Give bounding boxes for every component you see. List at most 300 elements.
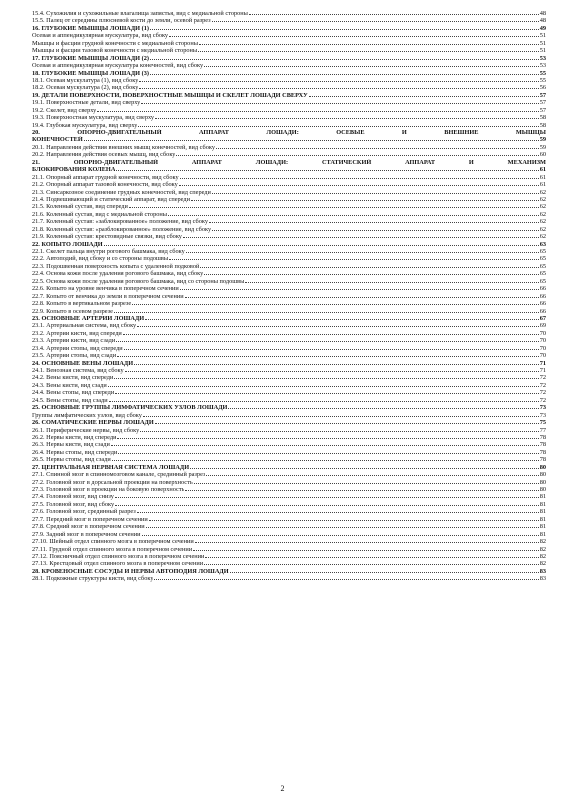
toc-entry-title: 24.5. Вены стопы, вид сзади [32,396,108,404]
toc-entry[interactable] [32,233,546,240]
dot-leader [116,341,538,342]
dot-leader [245,282,538,283]
toc-entry[interactable] [32,278,546,285]
toc-entry[interactable] [32,17,546,24]
toc-page-number: 51 [539,47,546,55]
toc-page-number: 80 [539,486,546,493]
toc-page-number: 62 [539,195,546,203]
toc-entry[interactable] [32,263,546,270]
toc-entry-title: 21.1. Опорный аппарат грудной конечности, вид сбоку [32,173,179,181]
dot-leader [195,542,539,543]
dot-leader [124,349,539,350]
toc-page-number: 62 [539,233,546,241]
toc-entry-title: 22.4. Основа кожи после удаления рогового башмака, вид сбоку [32,270,204,278]
toc-section-heading[interactable] [32,166,546,173]
toc-page-number: 57 [539,99,546,107]
dot-leader [145,319,539,320]
dot-leader [154,579,538,580]
toc-page-number: 75 [539,419,546,427]
toc-page-number: 65 [539,255,546,263]
dot-leader [142,535,539,536]
toc-section-heading[interactable] [32,568,546,575]
toc-page-number: 66 [539,300,546,308]
toc-entry-title: 23.2. Артерии кисти, вид спереди [32,329,122,337]
toc-page-number: 48 [539,17,546,25]
toc-page-number: 48 [539,10,546,17]
page-number: 2 [280,784,285,793]
toc-page-number: 57 [539,91,546,99]
toc-entry[interactable] [32,144,546,151]
toc-section-heading[interactable] [32,55,546,62]
toc-entry-title: 27.10. Шейный отдел спинного мозга в поперечном сечении [32,538,194,546]
dot-leader [212,230,539,231]
dot-leader [186,252,539,253]
toc-entry[interactable] [32,449,546,456]
dot-leader [108,386,539,387]
dot-leader [180,178,539,179]
toc-entry-title: 21.6. Коленный сустав, вид с медиальной стороны [32,210,167,218]
dot-leader [155,118,539,119]
toc-entry[interactable] [32,531,546,538]
toc-entry[interactable] [32,553,546,560]
toc-section-heading[interactable] [32,315,546,322]
toc-entry[interactable] [32,285,546,292]
toc-page-number: 55 [539,69,546,77]
toc-entry-title: 22.7. Копыто от венчика до земли в поперечном сечении [32,292,184,300]
dot-leader [137,326,539,327]
toc-page-number: 61 [539,166,546,174]
toc-entry[interactable] [32,300,546,307]
toc-page-number: 81 [539,515,546,523]
toc-page-number: 61 [539,173,546,181]
toc-page-number: 55 [539,76,546,84]
toc-section-heading[interactable] [32,404,546,411]
toc-entry-title: 27.11. Грудной отдел спинного мозга в поперечном сечении [32,545,193,553]
toc-entry[interactable] [32,308,546,315]
toc-section-heading[interactable] [32,70,546,77]
dot-leader [117,438,538,439]
toc-entry-title: 28. КРОВЕНОСНЫЕ СОСУДЫ И НЕРВЫ АВТОПОДИЯ ЛОШАДИ [32,567,229,575]
toc-entry-title: Осевая и аппендикулярная мускулатура, вид сбоку [32,32,169,40]
toc-entry[interactable] [32,479,546,486]
toc-entry-title: 27. ЦЕНТРАЛЬНАЯ НЕРВНАЯ СИСТЕМА ЛОШАДИ [32,463,190,471]
toc-entry-title: 22.8. Копыто в вертикальном разрезе [32,300,132,308]
toc-entry[interactable] [32,196,546,203]
toc-heading-line: 20. ОПОРНО-ДВИГАТЕЛЬНЫЙ АППАРАТ ЛОШАДИ: ОСЕВЫЕ И ВНЕШНИЕ МЫШЦЫ [32,129,546,136]
toc-page-number: 51 [539,32,546,40]
toc-page-number: 83 [539,575,546,583]
toc-entry-title: 24.3. Вены кисти, вид сзади [32,381,107,389]
toc-page-number: 82 [539,538,546,546]
toc-page-number: 62 [539,203,546,211]
dot-leader [109,401,539,402]
toc-entry-title: 28.1. Подкожные структуры кисти, вид сбоку [32,575,154,583]
toc-page-number: 71 [539,359,546,367]
dot-leader [212,193,539,194]
toc-entry[interactable] [32,151,546,158]
toc-entry[interactable] [32,575,546,582]
toc-entry[interactable] [32,218,546,225]
toc-page-number: 70 [539,344,546,352]
toc-page-number: 70 [539,329,546,337]
toc-entry-title: 21.5. Коленный сустав, вид спереди [32,203,128,211]
toc-entry-title: 21.2. Опорный аппарат тазовой конечности, вид сбоку [32,181,178,189]
toc-page-number: 70 [539,352,546,360]
toc-entry[interactable] [32,412,546,419]
dot-leader [183,237,539,238]
toc-page-number: 81 [539,508,546,516]
toc-page-number: 60 [539,151,546,159]
toc-page-number: 71 [539,367,546,374]
toc-entry[interactable] [32,427,546,434]
toc-page-number: 81 [539,493,546,501]
toc-entry[interactable] [32,322,546,329]
dot-leader [193,550,539,551]
dot-leader [150,59,539,60]
dot-leader [205,557,538,558]
toc-entry-title: 23. ОСНОВНЫЕ АРТЕРИИ ЛОШАДИ [32,314,145,322]
dot-leader [185,297,539,298]
toc-page-number: 82 [539,560,546,568]
dot-leader [116,170,538,171]
toc-entry-title: 26. СОМАТИЧЕСКИЕ НЕРВЫ ЛОШАДИ [32,419,154,427]
toc-entry[interactable] [32,270,546,277]
dot-leader [114,312,539,313]
toc-entry-title: Осевая и аппендикулярная мускулатура конечностей, вид сбоку [32,62,204,70]
toc-entry-title: 27.6. Головной мозг, срединный разрез [32,508,136,516]
toc-entry[interactable] [32,374,546,381]
dot-leader [180,289,539,290]
toc-section-heading[interactable] [32,419,546,426]
dot-leader [150,29,539,30]
dot-leader [123,334,539,335]
dot-leader [176,155,538,156]
toc-page-number: 53 [539,62,546,70]
toc-entry[interactable] [32,382,546,389]
toc-entry[interactable] [32,560,546,567]
toc-entry[interactable] [32,345,546,352]
toc-entry-title: 27.4. Головной мозг, вид снизу [32,493,114,501]
toc-entry-title: 22.5. Основа кожи после удаления рогового башмака, вид со стороны подошвы [32,277,245,285]
dot-leader [216,148,539,149]
toc-section-heading[interactable] [32,25,546,32]
dot-leader [115,505,539,506]
toc-entry-title: 24.2. Вены кисти, вид спереди [32,374,114,382]
toc-entry-title: 21.4. Подвешивающий и статический аппарат, вид спереди [32,195,190,203]
toc-entry-title: 19.2. Скелет, вид сверху [32,106,97,114]
dot-leader [228,408,538,409]
toc-page-number: 65 [539,248,546,255]
toc-page-number: 63 [539,240,546,248]
toc-entry[interactable] [32,508,546,515]
toc-entry-title: 21.7. Коленный сустав: «заблокированное» положение, вид сбоку [32,218,208,226]
toc-entry-title: Мышцы и фасции тазовой конечности с медиальной стороны [32,47,198,55]
toc-entry-title: Группы лимфатических узлов, вид сбоку [32,411,142,419]
toc-entry[interactable] [32,523,546,530]
toc-entry[interactable] [32,367,546,374]
toc-entry-title: 27.5. Головной мозг, вид сбоку [32,500,115,508]
toc-page-number: 80 [539,478,546,486]
toc-entry-title: 19.1. Поверхностные детали, вид сверху [32,99,141,107]
toc-page-number: 78 [539,433,546,441]
dot-leader [169,259,539,260]
toc-entry[interactable] [32,77,546,84]
toc-entry-title: 24.4. Вены стопы, вид спереди [32,389,115,397]
toc-entry-title: БЛОКИРОВАНИЯ КОЛЕНА [32,166,116,174]
toc-entry-title: 26.2. Нервы кисти, вид спереди [32,433,117,441]
toc-entry[interactable] [32,337,546,344]
toc-section-heading[interactable] [32,360,546,367]
toc-page-number: 73 [539,411,546,419]
toc-entry[interactable] [32,501,546,508]
toc-entry-title: 18. ГЛУБОКИЕ МЫШЦЫ ЛОШАДИ (3) [32,69,149,77]
dot-leader [249,14,539,15]
dot-leader [115,393,538,394]
toc-page-number: 72 [539,374,546,382]
toc-entry-title: 22.2. Автоподий, вид сбоку и со стороны подошвы [32,255,169,263]
toc-entry[interactable] [32,397,546,404]
toc-entry[interactable] [32,122,546,129]
dot-leader [194,483,539,484]
toc-entry-title: 22. КОПЫТО ЛОШАДИ [32,240,103,248]
toc-entry-title: 27.3. Головной мозг в проекции на боковую поверхность [32,486,185,493]
toc-entry[interactable] [32,32,546,39]
toc-page-number: 72 [539,381,546,389]
dot-leader [141,103,538,104]
toc-page-number: 81 [539,523,546,531]
dot-leader [111,445,539,446]
dot-leader [200,267,538,268]
toc-entry-title: 22.3. Подошвенная поверхность копыта с удаленной подковой [32,262,200,270]
toc-page-number: 78 [539,456,546,464]
toc-entry-title: 17. ГЛУБОКИЕ МЫШЦЫ ЛОШАДИ (2) [32,54,149,62]
toc-page-number: 73 [539,404,546,412]
toc-page-number: 78 [539,441,546,449]
toc-entry-title: 18.2. Осевая мускулатура (2), вид сбоку [32,84,139,92]
dot-leader [114,378,538,379]
toc-entry[interactable] [32,434,546,441]
toc-entry[interactable] [32,471,546,478]
toc-page-number: 72 [539,396,546,404]
toc-entry-title: 24. ОСНОВНЫЕ ВЕНЫ ЛОШАДИ [32,359,134,367]
toc-page-number: 65 [539,270,546,278]
toc-page-number: 78 [539,448,546,456]
dot-leader [190,468,539,469]
toc-entry-title: 27.13. Крестцовый отдел спинного мозга в поперечном сечении [32,560,204,568]
toc-entry[interactable] [32,255,546,262]
toc-page-number: 59 [539,136,546,144]
toc-page-number: 83 [539,567,546,575]
toc-page-number: 80 [539,471,546,479]
dot-leader [104,245,539,246]
toc-section-heading[interactable] [32,136,546,143]
dot-leader [209,222,539,223]
toc-page-number: 72 [539,389,546,397]
toc-page-number: 65 [539,262,546,270]
table-of-contents [32,10,546,583]
dot-leader [149,520,539,521]
toc-section-heading[interactable] [32,92,546,99]
toc-entry-title: 18.1. Осевая мускулатура (1), вид сбоку [32,76,139,84]
dot-leader [155,423,539,424]
toc-entry-title: Мышцы и фасции грудной конечности с медиальной стороны [32,39,198,47]
toc-page-number: 53 [539,54,546,62]
toc-page-number: 81 [539,500,546,508]
toc-entry-title: 23.3. Артерии кисти, вид сзади [32,337,116,345]
dot-leader [191,200,539,201]
toc-entry-title: КОНЕЧНОСТЕЙ [32,136,83,144]
toc-page-number: 58 [539,121,546,129]
toc-section-heading[interactable] [32,464,546,471]
toc-entry[interactable] [32,10,546,17]
dot-leader [115,497,539,498]
dot-leader [84,140,539,141]
toc-page-number: 62 [539,225,546,233]
dot-leader [198,51,539,52]
dot-leader [134,364,539,365]
toc-entry-title: 22.9. Копыто в осевом разрезе [32,307,113,315]
toc-entry-title: 16. ГЛУБОКИЕ МЫШЦЫ ЛОШАДИ (1) [32,24,149,32]
toc-entry-title: 21.8. Коленный сустав: «разблокированное» положение, вид сбоку [32,225,212,233]
toc-page-number: 62 [539,210,546,218]
toc-page-number: 67 [539,314,546,322]
toc-entry-title: 19.3. Поверхностная мускулатура, вид сверху [32,114,155,122]
dot-leader [168,215,539,216]
dot-leader [230,572,539,573]
toc-entry[interactable] [32,486,546,493]
toc-entry-title: 19.4. Глубокая мускулатура, вид сверху [32,121,138,129]
toc-page-number: 49 [539,24,546,32]
toc-page-number: 62 [539,188,546,196]
toc-entry[interactable] [32,84,546,91]
toc-page-number: 69 [539,322,546,330]
toc-entry-title: 24.1. Венозная система, вид сбоку [32,367,124,374]
toc-entry-title: 27.12. Поясничный отдел спинного мозга в поперечном сечении [32,552,205,560]
toc-entry[interactable] [32,181,546,188]
toc-page-number: 57 [539,106,546,114]
toc-page-number: 56 [539,84,546,92]
toc-entry-title: 15.4. Сухожилия и сухожильные влагалища запястья, вид с медиальной стороны [32,10,248,17]
dot-leader [132,304,539,305]
toc-entry[interactable] [32,40,546,47]
toc-entry[interactable] [32,441,546,448]
toc-entry-title: 20.1. Направления действия внешних мышц конечностей, вид сбоку [32,143,216,151]
toc-entry[interactable] [32,226,546,233]
toc-entry-title: 23.5. Артерии стопы, вид сзади [32,352,117,360]
toc-section-heading[interactable] [32,241,546,248]
toc-entry[interactable] [32,248,546,255]
dot-leader [139,81,538,82]
dot-leader [137,512,539,513]
toc-entry-title: 15.5. Палец от середины плюсневой кости до земли, осевой разрез [32,17,211,25]
toc-page-number: 70 [539,337,546,345]
dot-leader [150,74,539,75]
toc-entry[interactable] [32,538,546,545]
dot-leader [117,356,539,357]
toc-entry-title: 20.2. Направления действия осевых мышц, вид сбоку [32,151,176,159]
toc-entry-title: 26.5. Нервы стопы, вид сзади [32,456,111,464]
toc-page-number: 82 [539,545,546,553]
toc-page-number: 51 [539,39,546,47]
toc-page-number: 61 [539,181,546,189]
dot-leader [146,527,539,528]
toc-entry[interactable] [32,516,546,523]
toc-heading-line: 21. ОПОРНО-ДВИГАТЕЛЬНЫЙ АППАРАТ ЛОШАДИ: СТАТИЧЕСКИЙ АППАРАТ И МЕХАНИЗМ [32,158,546,166]
toc-page-number: 62 [539,218,546,226]
toc-entry-title: 22.1. Скелет пальца внутри рогового башмака, вид сбоку [32,248,185,255]
dot-leader [204,66,539,67]
toc-entry[interactable] [32,189,546,196]
toc-entry-title: 21.3. Синсаркозное соединение грудных конечностей, вид спереди [32,188,211,196]
dot-leader [169,36,539,37]
toc-entry[interactable] [32,330,546,337]
toc-entry[interactable] [32,493,546,500]
dot-leader [179,185,539,186]
toc-entry-title: 26.3. Нервы кисти, вид сзади [32,441,110,449]
dot-leader [125,371,539,372]
toc-page-number: 77 [539,426,546,434]
toc-page-number: 81 [539,530,546,538]
dot-leader [204,274,538,275]
toc-entry-title: 26.4. Нервы стопы, вид спереди [32,448,118,456]
toc-entry-title: 27.2. Головной мозг в дорсальной проекции на поверхность [32,478,193,486]
dot-leader [97,111,538,112]
toc-page-number: 59 [539,143,546,151]
dot-leader [309,96,539,97]
toc-entry-title: 23.4. Артерии стопы, вид спереди [32,344,123,352]
toc-page-number: 66 [539,307,546,315]
dot-leader [129,207,539,208]
dot-leader [204,564,539,565]
toc-page-number: 66 [539,285,546,293]
toc-page-number: 80 [539,463,546,471]
dot-leader [138,126,538,127]
toc-entry[interactable] [32,456,546,463]
toc-entry-title: 19. ДЕТАЛИ ПОВЕРХНОСТИ, ПОВЕРХНОСТНЫЕ МЫШЦЫ И СКЕЛЕТ ЛОШАДИ СВЕРХУ [32,91,308,99]
toc-entry[interactable] [32,546,546,553]
dot-leader [212,21,539,22]
dot-leader [143,416,539,417]
toc-page-number: 82 [539,552,546,560]
dot-leader [118,453,538,454]
toc-page-number: 58 [539,114,546,122]
toc-entry-title: 27.9. Задний мозг в поперечном сечении [32,530,141,538]
toc-entry[interactable] [32,293,546,300]
dot-leader [139,88,538,89]
toc-entry-title: 26.1. Периферические нервы, вид сбоку [32,426,140,434]
toc-entry-title: 27.8. Средний мозг в поперечном сечении [32,523,145,531]
toc-entry[interactable] [32,203,546,210]
toc-entry[interactable] [32,352,546,359]
toc-entry-title: 21.9. Коленный сустав: крестовидные связки, вид сбоку [32,233,182,241]
toc-entry[interactable] [32,211,546,218]
toc-entry-title: 22.6. Копыто на уровне венчика в поперечном сечении [32,285,179,293]
toc-entry[interactable] [32,114,546,121]
toc-entry[interactable] [32,107,546,114]
toc-page-number: 66 [539,292,546,300]
toc-entry[interactable] [32,99,546,106]
dot-leader [185,490,538,491]
toc-entry-title: 27.7. Передний мозг в поперечном сечении [32,515,148,523]
toc-entry[interactable] [32,62,546,69]
dot-leader [112,460,539,461]
toc-entry[interactable] [32,174,546,181]
dot-leader [140,431,538,432]
toc-page-number: 65 [539,277,546,285]
dot-leader [206,475,538,476]
toc-entry[interactable] [32,389,546,396]
toc-entry[interactable] [32,47,546,54]
